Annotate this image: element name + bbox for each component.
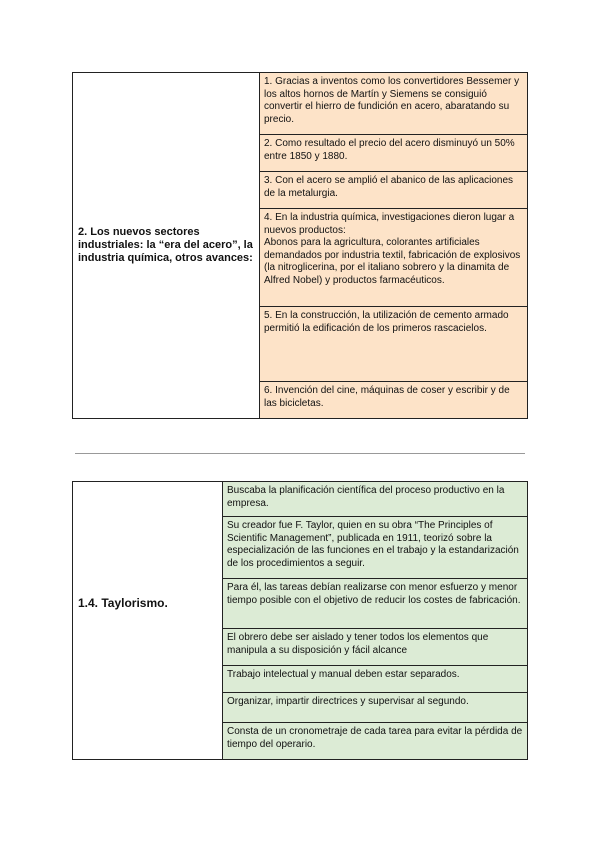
- side-cell: [73, 693, 223, 723]
- table-cell: Buscaba la planificación científica del proceso productivo en la empresa.: [223, 482, 528, 517]
- table-cell: Consta de un cronometraje de cada tarea para evitar la pérdida de tiempo del operario.: [223, 723, 528, 760]
- divider-line: [75, 453, 525, 454]
- table-cell: 2. Como resultado el precio del acero disminuyó un 50% entre 1850 y 1880.: [260, 135, 528, 172]
- table-cell: 5. En la construcción, la utilización de cemento armado permitió la edificación de los primeros rascacielos.: [260, 307, 528, 382]
- industrial-sectors-table: [72, 72, 528, 419]
- side-cell: [73, 723, 223, 760]
- table-cell: El obrero debe ser aislado y tener todos los elementos que manipula a su disposición y fácil alcance: [223, 629, 528, 666]
- table-cell: 1. Gracias a inventos como los convertidores Bessemer y los altos hornos de Martín y Siemens se consiguió convertir el hierro de fundición en acero, abaratando su precio.: [260, 73, 528, 135]
- table-cell: Su creador fue F. Taylor, quien en su obra “The Principles of Scientific Management”, publicada en 1911, teorizó sobre la especialización de las funciones en el trabajo y la estandarización de los procedimientos a seguir.: [223, 517, 528, 579]
- cell-line: 4. En la industria química, investigaciones dieron lugar a nuevos productos:: [264, 212, 515, 236]
- table-cell: Organizar, impartir directrices y supervisar al segundo.: [223, 693, 528, 723]
- table-cell: [260, 209, 528, 307]
- cell-line: Abonos para la agricultura, colorantes artificiales demandados por industria textil, fabricación de explosivos (la nitroglicerina, por el italiano sobrero y la dinamita de Alfred Nobel) y productos farmacéuticos.: [264, 237, 521, 286]
- section-heading: 2. Los nuevos sectores industriales: la “era del acero”, la industria química, otros avances:: [73, 73, 260, 419]
- table-cell: Trabajo intelectual y manual deben estar separados.: [223, 666, 528, 693]
- section-heading: 1.4. Taylorismo.: [73, 579, 223, 629]
- side-cell: [73, 629, 223, 666]
- table-cell: 3. Con el acero se amplió el abanico de las aplicaciones de la metalurgia.: [260, 172, 528, 209]
- side-cell: [73, 666, 223, 693]
- taylorism-table: [72, 481, 528, 760]
- side-cell: [73, 517, 223, 579]
- table-cell: Para él, las tareas debían realizarse con menor esfuerzo y menor tiempo posible con el objetivo de reducir los costes de fabricación.: [223, 579, 528, 629]
- side-cell: [73, 482, 223, 517]
- table-cell: 6. Invención del cine, máquinas de coser y escribir y de las bicicletas.: [260, 382, 528, 419]
